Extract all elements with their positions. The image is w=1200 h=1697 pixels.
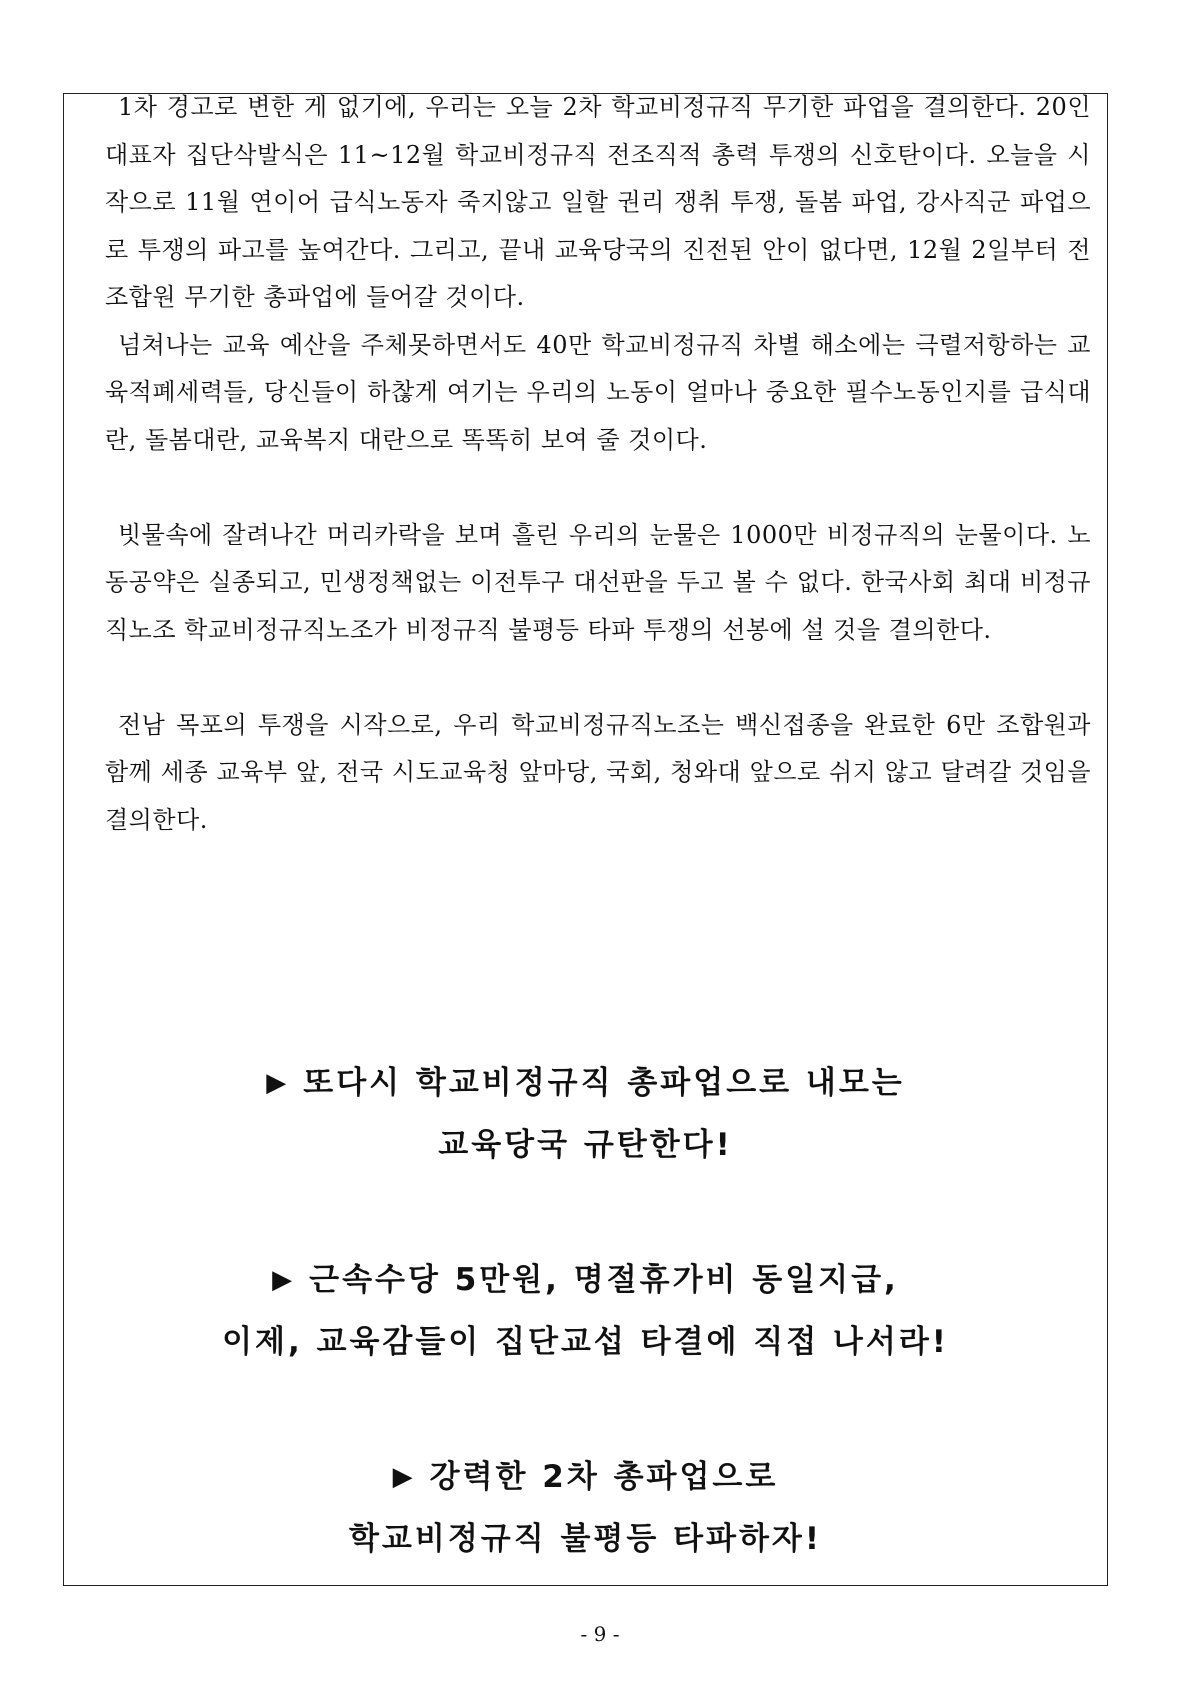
slogan-line-2: 학교비정규직 불평등 타파하자! bbox=[348, 1521, 823, 1557]
paragraph-strike-resolution: 1차 경고로 변한 게 없기에, 우리는 오늘 2차 학교비정규직 무기한 파업을 결의한다. 20인 대표자 집단삭발식은 11~12월 학교비정규직 전조직적 총력 투쟁의 신호탄이다. 오늘을 시작으로 11월 연이어 급식노동자 죽지않고 일할 권리 쟁취 투쟁, 돌봄 파업, 강사직군 파업으로 투쟁의 파고를 높여간다. 그리고, 끝내 교육당국의 진전된 안이 없다면, 12월 2일부터 전 조합원 무기한 총파업에 들어갈 것이다. bbox=[105, 93, 1091, 311]
slogan-condemn-authorities bbox=[63, 1052, 1108, 1176]
resolution-body bbox=[105, 84, 1091, 844]
slogan-line-1: 강력한 2차 총파업으로 bbox=[429, 1459, 779, 1495]
paragraph-education-budget: 넘쳐나는 교육 예산을 주체못하면서도 40만 학교비정규직 차별 해소에는 극렬저항하는 교육적폐세력들, 당신들이 하찮게 여기는 우리의 노동이 얼마나 중요한 필수노동인지를 급식대란, 돌봄대란, 교육복지 대란으로 똑똑히 보여 줄 것이다. bbox=[105, 330, 1091, 454]
triangle-bullet-icon: ▶ bbox=[272, 1265, 296, 1295]
triangle-bullet-icon: ▶ bbox=[266, 1068, 290, 1098]
slogan-line-1: 또다시 학교비정규직 총파업으로 내모는 bbox=[303, 1065, 905, 1101]
slogan-list bbox=[63, 1052, 1108, 1643]
slogan-line-2: 교육당국 규탄한다! bbox=[438, 1127, 733, 1163]
slogan-second-strike bbox=[63, 1446, 1108, 1570]
triangle-bullet-icon: ▶ bbox=[392, 1462, 416, 1492]
slogan-line-1: 근속수당 5만원, 명절휴가비 동일지급, bbox=[309, 1262, 899, 1298]
slogan-line-2: 이제, 교육감들이 집단교섭 타결에 직접 나서라! bbox=[222, 1324, 949, 1360]
paragraph-mokpo-struggle: 전남 목포의 투쟁을 시작으로, 우리 학교비정규직노조는 백신접종을 완료한 6만 조합원과 함께 세종 교육부 앞, 전국 시도교육청 앞마당, 국회, 청와대 앞으로 쉬지 않고 달려갈 것임을 결의한다. bbox=[105, 710, 1091, 834]
page-number: - 9 - bbox=[580, 1622, 620, 1646]
paragraph-tears: 빗물속에 잘려나간 머리카락을 보며 흘린 우리의 눈물은 1000만 비정규직의 눈물이다. 노동공약은 실종되고, 민생정책없는 이전투구 대선판을 두고 볼 수 없다. 한국사회 최대 비정규직노조 학교비정규직노조가 비정규직 불평등 타파 투쟁의 선봉에 설 것을 결의한다. bbox=[105, 520, 1091, 644]
slogan-bargaining bbox=[63, 1249, 1108, 1373]
